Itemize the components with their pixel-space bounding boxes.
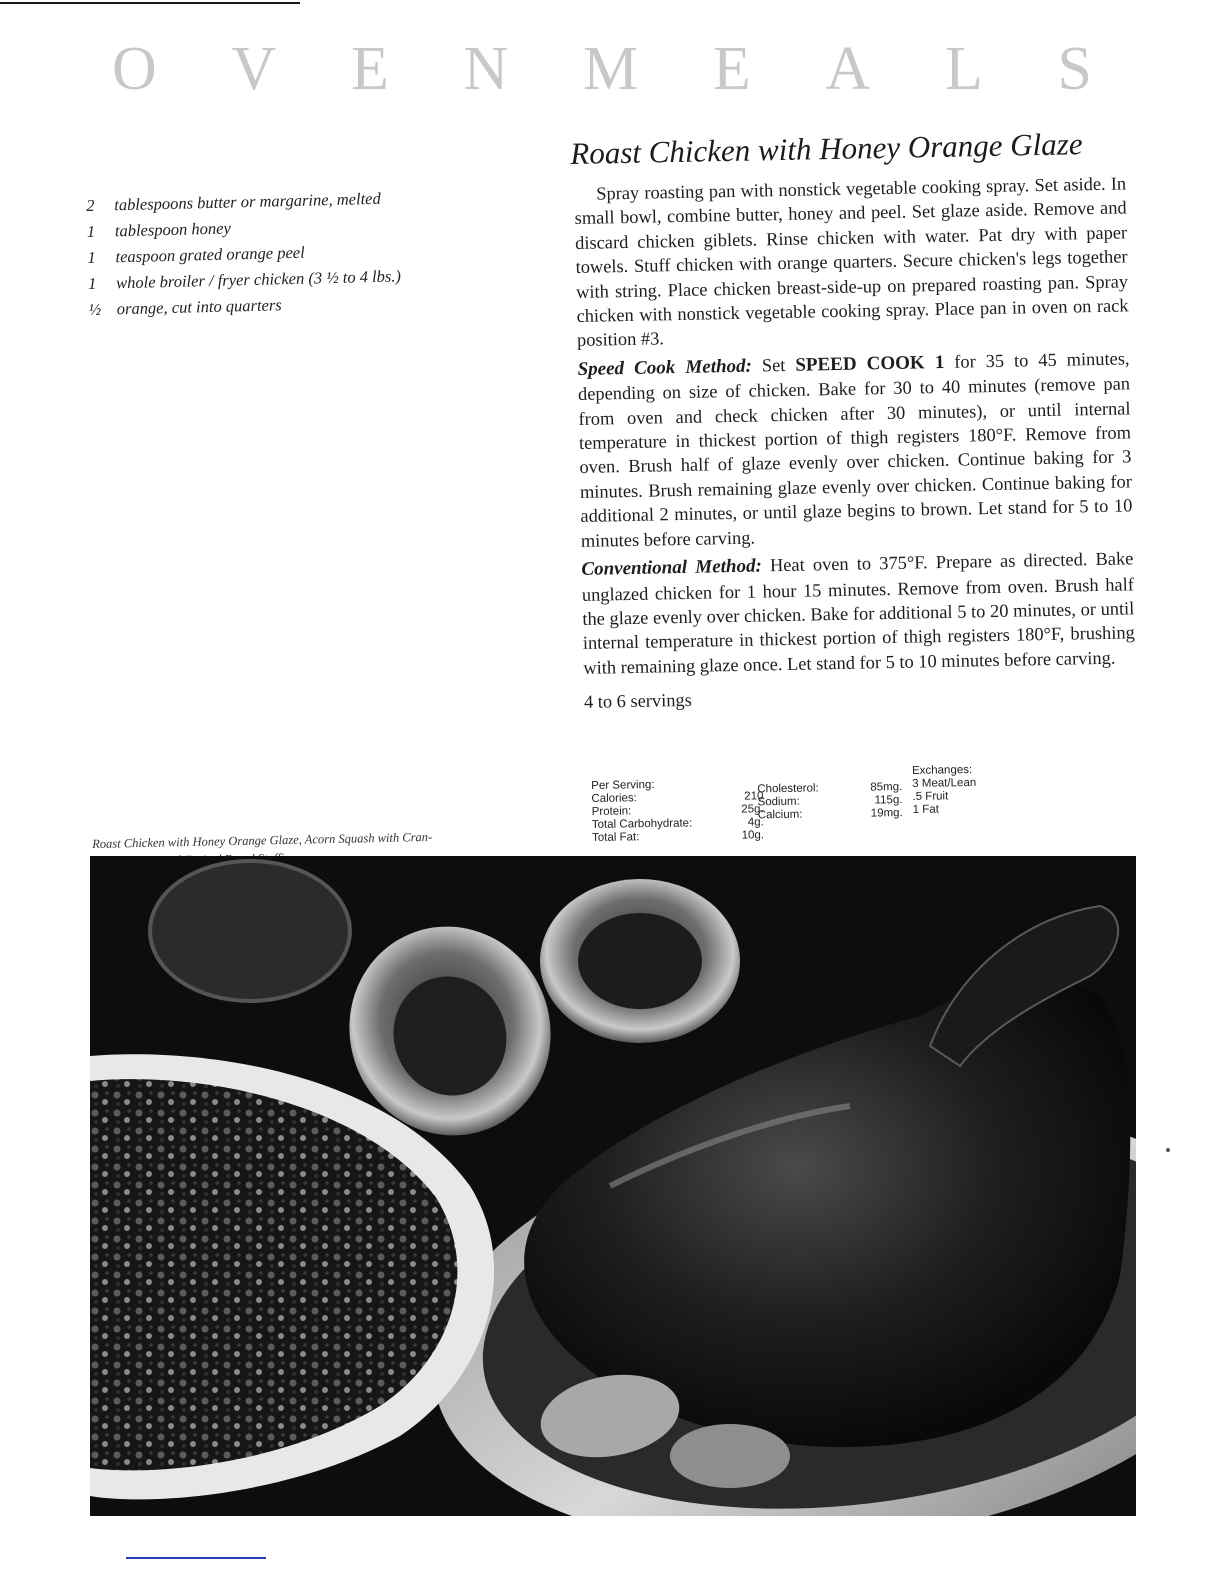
nutrition-label: Cholesterol: <box>757 782 819 796</box>
speed-cook-pre: Set <box>751 354 796 376</box>
conventional-paragraph <box>581 546 1135 680</box>
speed-cook-paragraph <box>577 346 1133 553</box>
recipe-title: Roast Chicken with Honey Orange Glaze <box>570 126 1083 171</box>
nutrition-row <box>592 829 764 845</box>
ingredient-list <box>86 187 449 326</box>
intro-paragraph: Spray roasting pan with nonstick vegetable cooking spray. Set aside. In small bowl, combine butter, honey and peel. Set glaze aside. Remove and discard chicken giblets. Rinse chicken with water. Pat dry with paper towels. Stuff chicken with orange quarters. Secure chicken's legs together with string. Place chicken breast-side-up on prepared roasting pan. Spray chicken with nonstick vegetable cooking spray. Place pan in oven on rack position #3. <box>574 173 1129 351</box>
per-serving-label: Per Serving: <box>591 779 655 792</box>
nutrition-value: 10g. <box>741 829 765 842</box>
ingredient-quantity: 1 <box>86 221 96 241</box>
servings: 4 to 6 servings <box>583 689 692 713</box>
nutrition-column-1 <box>591 777 764 845</box>
conventional-text: Heat oven to 375°F. Prepare as directed. Bake unglazed chicken for 1 hour 15 minutes. Remove from oven. Brush half the glaze evenly over chicken. Bake for additional 5 to 20 minutes, or until internal temperature in thickest portion of thigh registers 180°F, brushing with remaining glaze once. Let stand for 5 to 10 minutes before carving. <box>581 548 1135 678</box>
ingredient-quantity: 1 <box>87 247 96 267</box>
food-photo <box>90 856 1136 1516</box>
conventional-label: Conventional Method: <box>581 555 763 581</box>
speed-cook-setting: SPEED COOK 1 <box>795 351 945 376</box>
nutrition-label: Sodium: <box>757 795 800 809</box>
ingredient-text: tablespoon honey <box>114 218 231 241</box>
exchanges-label: Exchanges: <box>911 764 973 777</box>
squash-back-left <box>150 861 350 1001</box>
squash-filling <box>578 913 702 1009</box>
section-heading <box>112 34 1092 105</box>
heading-letter: M <box>583 35 639 103</box>
nutrition-column-2 <box>757 781 903 822</box>
heading-letter: E <box>712 35 751 103</box>
orange-slice <box>670 1424 790 1488</box>
heading-letter: A <box>825 35 871 103</box>
exchange-text: 1 Fat <box>912 803 939 816</box>
exchange-text: .5 Fruit <box>912 790 949 803</box>
heading-letter: V <box>231 35 277 103</box>
nutrition-label: Calories: <box>591 792 637 805</box>
nutrition-value: 25g. <box>741 803 764 816</box>
ingredient-text: teaspoon grated orange peel <box>115 242 305 267</box>
heading-letter: N <box>463 35 509 103</box>
ingredient-text: whole broiler / fryer chicken (3 ½ to 4 lbs.) <box>115 266 402 293</box>
nutrition-info <box>591 763 1012 852</box>
nutrition-value: 4g. <box>747 816 764 829</box>
exchanges-column <box>912 763 1023 817</box>
speed-cook-label: Speed Cook Method: <box>577 355 753 380</box>
exchange-text: 3 Meat/Lean <box>912 776 977 790</box>
ingredient-quantity: 1 <box>87 273 97 293</box>
exchange-item <box>913 802 1023 817</box>
photo-caption: Roast Chicken with Honey Orange Glaze, Acorn Squash with Cran-Apple <box>92 829 433 851</box>
ingredient-text: tablespoons butter or margarine, melted <box>113 188 381 215</box>
ingredient-quantity: 2 <box>86 195 95 215</box>
bottom-rule <box>126 1557 266 1559</box>
heading-letter: O <box>112 35 157 103</box>
margin-dot <box>1166 1148 1170 1152</box>
nutrition-label: Total Fat: <box>591 831 640 844</box>
nutrition-label: Calcium: <box>757 808 803 822</box>
nutrition-value: 85mg. <box>870 781 903 794</box>
nutrition-value: 210 <box>744 790 764 803</box>
nutrition-label: Protein: <box>591 805 632 818</box>
heading-letter: S <box>1057 35 1092 103</box>
nutrition-value: 19mg. <box>870 807 903 820</box>
ingredient-text: orange, cut into quarters <box>116 295 282 319</box>
top-rule <box>0 2 300 4</box>
recipe-directions <box>574 171 1136 718</box>
ingredient-quantity: ½ <box>88 299 102 319</box>
nutrition-value: 115g. <box>874 794 903 807</box>
speed-cook-text: for 35 to 45 minutes, depending on size of chicken. Bake for 30 to 40 minutes (remove pan from oven and check chicken after 30 minutes), or until internal temperature in thickest portion of thigh registers 180°F. Remove from oven. Brush half of glaze evenly over chicken. Continue baking for 3 minutes. Brush remaining glaze evenly over chicken. Continue baking for additional 2 minutes, or until glaze begins to brown. Let stand for 5 to 10 minutes before carving. <box>577 348 1133 551</box>
heading-letter: E <box>350 35 389 103</box>
nutrition-label: Total Carbohydrate: <box>591 817 693 831</box>
heading-letter: L <box>944 35 983 103</box>
nutrition-row <box>758 807 903 822</box>
